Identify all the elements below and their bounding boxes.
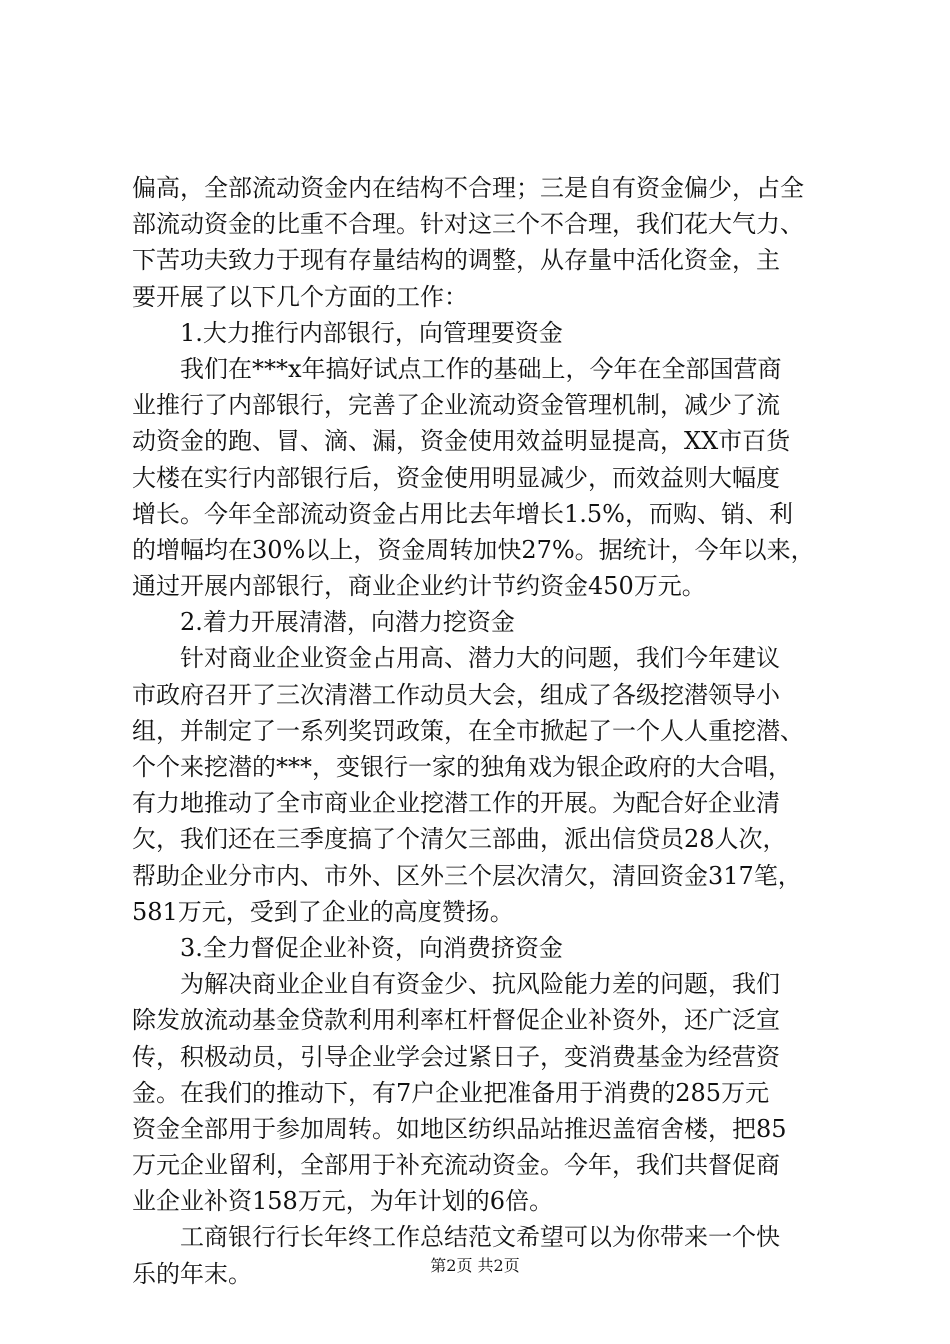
text-line: 有力地推动了全市商业企业挖潜工作的开展。为配合好企业清: [132, 789, 780, 818]
text-line: 除发放流动基金贷款利用利率杠杆督促企业补资外，还广泛宣: [132, 1006, 780, 1035]
text-line: 部流动资金的比重不合理。针对这三个不合理，我们花大气力、: [132, 210, 804, 239]
text-line: 帮助企业分市内、市外、区外三个层次清欠，清回资金317笔，: [132, 861, 802, 890]
text-line: 我们在***x年搞好试点工作的基础上，今年在全部国营商: [180, 354, 782, 383]
section-heading-3: 3.全力督促企业补资，向消费挤资金: [180, 933, 563, 962]
text-line: 动资金的跑、冒、滴、漏，资金使用效益明显提高，XX市百货: [132, 427, 791, 456]
text-line: 偏高，全部流动资金内在结构不合理；三是自有资金偏少，占全: [132, 174, 804, 202]
text-line: 市政府召开了三次清潜工作动员大会，组成了各级挖潜领导小: [132, 680, 780, 709]
section-heading-1: 1.大力推行内部银行，向管理要资金: [180, 318, 563, 347]
text-line: 大楼在实行内部银行后，资金使用明显减少，而效益则大幅度: [132, 463, 780, 492]
text-line: 增长。今年全部流动资金占用比去年增长1.5%，而购、销、利: [132, 499, 793, 528]
text-line: 581万元，受到了企业的高度赞扬。: [132, 897, 514, 926]
text-line: 传，积极动员，引导企业学会过紧日子，变消费基金为经营资: [132, 1042, 780, 1071]
text-line: 针对商业企业资金占用高、潜力大的问题，我们今年建议: [180, 644, 780, 673]
text-line: 通过开展内部银行，商业企业约计节约资金450万元。: [132, 572, 706, 601]
text-line: 组，并制定了一系列奖罚政策，在全市掀起了一个人人重挖潜、: [132, 716, 804, 745]
document-body: [132, 170, 822, 1292]
text-line: 要开展了以下几个方面的工作：: [132, 282, 468, 311]
page-number-footer: 第2页 共2页: [430, 1256, 520, 1275]
text-line: 金。在我们的推动下，有7户企业把准备用于消费的285万元: [132, 1078, 770, 1107]
text-line: 的增幅均在30%以上，资金周转加快27%。据统计，今年以来，: [132, 535, 815, 564]
text-line: 下苦功夫致力于现有存量结构的调整，从存量中活化资金，主: [132, 246, 780, 275]
text-line: 个个来挖潜的***，变银行一家的独角戏为银企政府的大合唱，: [132, 753, 792, 781]
text-line: 万元企业留利，全部用于补充流动资金。今年，我们共督促商: [132, 1151, 780, 1180]
text-line: 为解决商业企业自有资金少、抗风险能力差的问题，我们: [180, 970, 780, 999]
text-line: 业企业补资158万元，为年计划的6倍。: [132, 1187, 554, 1216]
text-line: 资金全部用于参加周转。如地区纺织品站推迟盖宿舍楼，把85: [132, 1114, 787, 1143]
closing-text-line: 工商银行行长年终工作总结范文希望可以为你带来一个快: [180, 1223, 780, 1252]
text-line: 业推行了内部银行，完善了企业流动资金管理机制，减少了流: [132, 391, 780, 420]
section-heading-2: 2.着力开展清潜，向潜力挖资金: [180, 608, 515, 637]
closing-text-line: 乐的年末。: [132, 1259, 252, 1288]
text-line: 欠，我们还在三季度搞了个清欠三部曲，派出信贷员28人次，: [132, 825, 787, 854]
